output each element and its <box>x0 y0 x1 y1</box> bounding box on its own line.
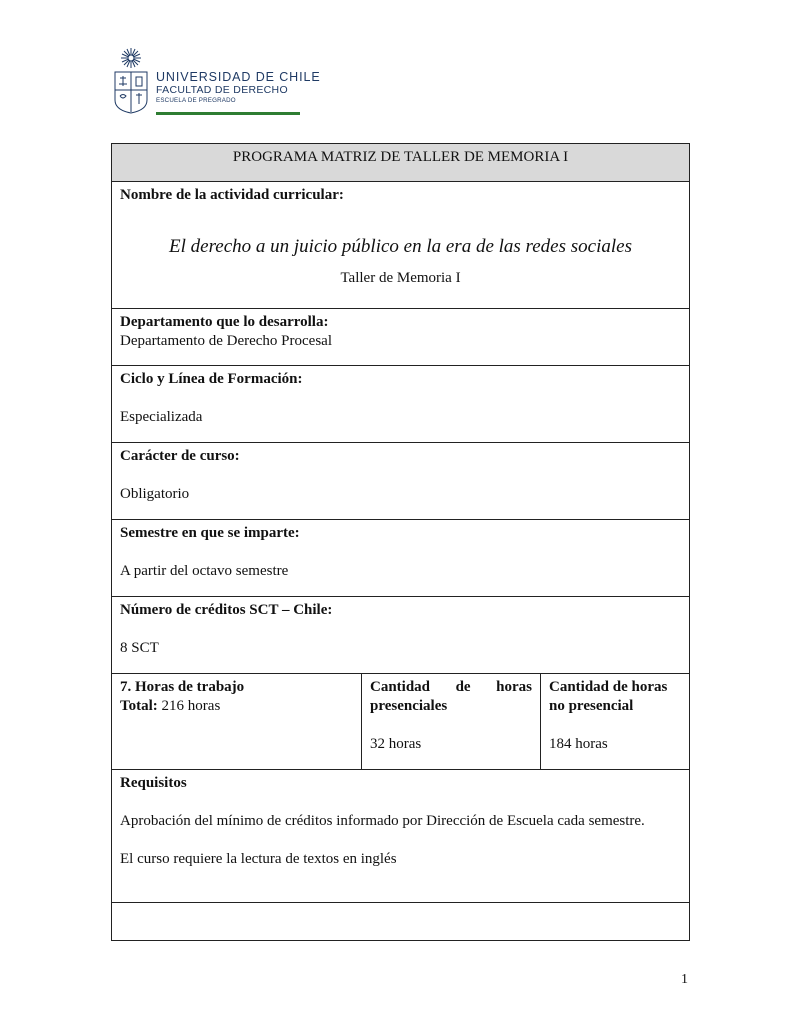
university-emblem-icon <box>112 46 150 114</box>
activity-cell <box>112 182 690 309</box>
character-value: Obligatorio <box>120 486 190 502</box>
empty-cell <box>112 903 690 941</box>
hours-total <box>120 697 353 716</box>
semester-row <box>112 520 690 597</box>
hours-total-value: 216 horas <box>161 698 221 714</box>
activity-row <box>112 182 690 309</box>
hours-presencial-label-line1 <box>370 678 532 697</box>
cycle-value: Especializada <box>120 409 203 425</box>
requirements-label: Requisitos <box>120 775 187 791</box>
hours-no-presencial-value: 184 horas <box>549 736 608 752</box>
character-label: Carácter de curso: <box>120 448 240 464</box>
logo-text-block <box>156 70 321 106</box>
presencial-word-1: Cantidad <box>370 679 431 695</box>
hours-presencial-label-line2: presenciales <box>370 698 448 714</box>
credits-label: Número de créditos SCT – Chile: <box>120 602 333 618</box>
hours-label: 7. Horas de trabajo <box>120 679 245 695</box>
semester-value: A partir del octavo semestre <box>120 563 289 579</box>
activity-title: El derecho a un juicio público en la era de las redes sociales <box>169 236 632 257</box>
hours-no-presencial-label-line2: no presencial <box>549 698 634 714</box>
requirements-paragraph-2: El curso requiere la lectura de textos en inglés <box>120 851 397 867</box>
requirements-row <box>112 770 690 903</box>
logo-school-name: ESCUELA DE PREGRADO <box>156 97 236 104</box>
presencial-word-2: de <box>455 679 471 695</box>
page-number: 1 <box>681 972 688 987</box>
presencial-word-3: horas <box>496 679 532 695</box>
empty-row <box>112 903 690 941</box>
university-logo <box>112 46 321 118</box>
hours-presencial-cell <box>362 674 541 770</box>
program-table <box>111 143 690 941</box>
credits-cell <box>112 597 690 674</box>
logo-green-bar <box>156 112 300 115</box>
character-cell <box>112 443 690 520</box>
semester-cell <box>112 520 690 597</box>
activity-label: Nombre de la actividad curricular: <box>120 187 344 203</box>
hours-no-presencial-cell <box>541 674 690 770</box>
cycle-cell <box>112 366 690 443</box>
table-header: PROGRAMA MATRIZ DE TALLER DE MEMORIA I <box>112 144 690 182</box>
logo-university-name: UNIVERSIDAD DE CHILE <box>156 70 321 84</box>
table-header-row <box>112 144 690 182</box>
activity-subtitle: Taller de Memoria I <box>340 270 461 286</box>
cycle-row <box>112 366 690 443</box>
requirements-cell <box>112 770 690 903</box>
requirements-paragraph-1: Aprobación del mínimo de créditos informado por Dirección de Escuela cada semestre. <box>120 813 645 829</box>
department-cell <box>112 309 690 366</box>
hours-presencial-value: 32 horas <box>370 736 422 752</box>
credits-value: 8 SCT <box>120 640 159 656</box>
hours-row <box>112 674 690 770</box>
character-row <box>112 443 690 520</box>
department-label: Departamento que lo desarrolla: <box>120 314 329 330</box>
department-row <box>112 309 690 366</box>
logo-faculty-name: FACULTAD DE DERECHO <box>156 84 288 96</box>
hours-total-label: Total: <box>120 698 158 714</box>
hours-total-cell <box>112 674 362 770</box>
cycle-label: Ciclo y Línea de Formación: <box>120 371 303 387</box>
semester-label: Semestre en que se imparte: <box>120 525 300 541</box>
hours-no-presencial-label-line1: Cantidad de horas <box>549 679 668 695</box>
department-value: Departamento de Derecho Procesal <box>120 333 332 349</box>
credits-row <box>112 597 690 674</box>
